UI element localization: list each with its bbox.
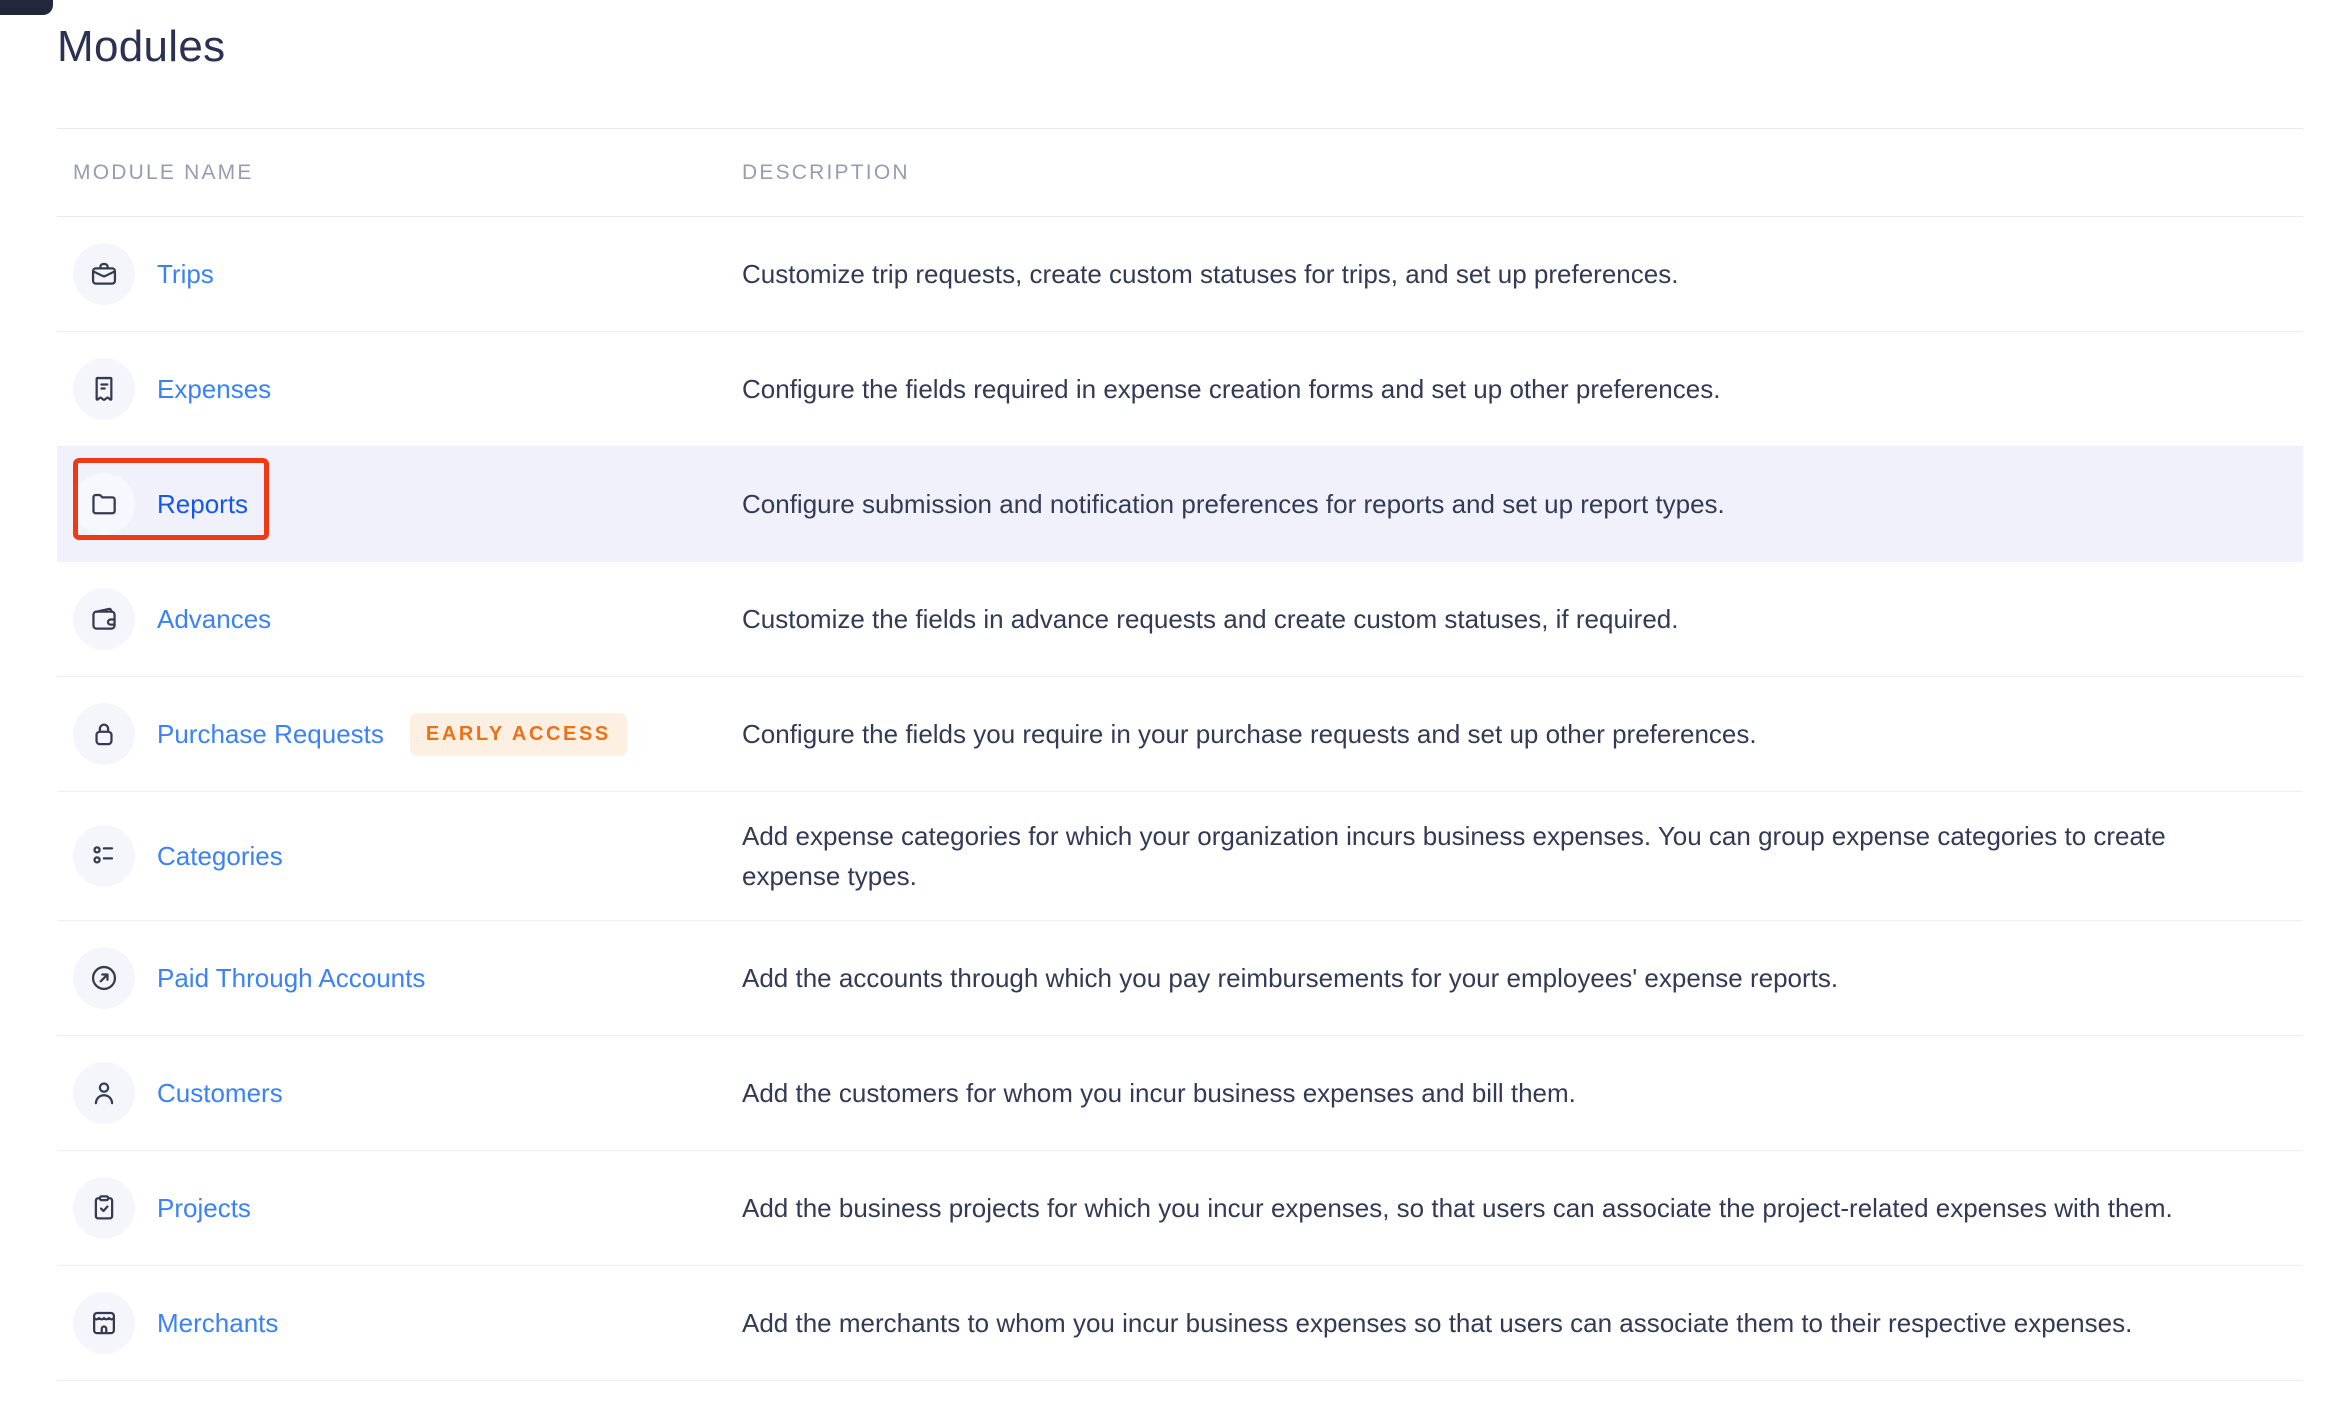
arrow-up-right-circle-icon (73, 947, 135, 1009)
storefront-icon (73, 1292, 135, 1354)
wallet-icon (73, 588, 135, 650)
modules-table (57, 128, 2303, 1381)
module-name-cell (57, 1062, 742, 1124)
module-name-cell (57, 947, 742, 1009)
module-rows (57, 217, 2303, 1381)
module-link-expenses[interactable]: Expenses (157, 373, 272, 404)
module-description: Add expense categories for which your organization incurs business expenses. You can group expense categories to create expense types. (742, 821, 2166, 891)
module-name-cell (57, 243, 742, 305)
table-header-row (57, 129, 2303, 217)
clipboard-check-icon (73, 1177, 135, 1239)
user-icon (73, 1062, 135, 1124)
module-row-merchants (57, 1266, 2303, 1381)
module-description: Configure the fields you require in your purchase requests and set up other preferences. (742, 719, 1757, 749)
module-link-purchase-requests[interactable]: Purchase Requests (157, 718, 384, 749)
module-description: Add the customers for whom you incur business expenses and bill them. (742, 1078, 1576, 1108)
module-row-expenses (57, 332, 2303, 447)
module-link-projects[interactable]: Projects (157, 1192, 251, 1223)
module-name-cell (57, 1177, 742, 1239)
module-description: Customize the fields in advance requests and create custom statuses, if required. (742, 604, 1679, 634)
module-description: Configure submission and notification preferences for reports and set up report types. (742, 489, 1725, 519)
module-name-cell (57, 1292, 742, 1354)
module-description: Add the merchants to whom you incur business expenses so that users can associate them to their respective expenses. (742, 1308, 2133, 1338)
module-link-advances[interactable]: Advances (157, 603, 272, 634)
module-description: Configure the fields required in expense creation forms and set up other preferences. (742, 374, 1721, 404)
lock-icon (73, 703, 135, 765)
module-name-cell (57, 703, 742, 765)
module-link-reports[interactable]: Reports (157, 488, 249, 519)
module-description: Add the business projects for which you incur expenses, so that users can associate the project-related expenses with them. (742, 1193, 2173, 1223)
module-row-customers (57, 1036, 2303, 1151)
module-name-cell (57, 825, 742, 887)
module-link-paid-through-accounts[interactable]: Paid Through Accounts (157, 962, 426, 993)
module-link-categories[interactable]: Categories (157, 840, 283, 871)
briefcase-icon (73, 243, 135, 305)
folder-icon (73, 473, 135, 535)
module-name-cell (57, 588, 742, 650)
module-description: Add the accounts through which you pay reimbursements for your employees' expense reports. (742, 963, 1839, 993)
column-header-module-name: MODULE NAME (73, 160, 254, 184)
module-row-advances (57, 562, 2303, 677)
early-access-badge: EARLY ACCESS (410, 713, 627, 756)
module-link-customers[interactable]: Customers (157, 1077, 283, 1108)
module-row-categories (57, 792, 2303, 921)
cropped-overlay-fragment (0, 0, 53, 15)
receipt-icon (73, 358, 135, 420)
module-link-trips[interactable]: Trips (157, 258, 214, 289)
module-row-purchase-requests (57, 677, 2303, 792)
module-row-trips (57, 217, 2303, 332)
module-name-cell (57, 358, 742, 420)
module-link-merchants[interactable]: Merchants (157, 1307, 279, 1338)
module-row-projects (57, 1151, 2303, 1266)
column-header-description: DESCRIPTION (742, 160, 910, 184)
module-row-paid-through-accounts (57, 921, 2303, 1036)
category-list-icon (73, 825, 135, 887)
page-title: Modules (57, 22, 226, 71)
module-description: Customize trip requests, create custom statuses for trips, and set up preferences. (742, 259, 1679, 289)
module-name-cell (57, 473, 742, 535)
module-row-reports (57, 447, 2303, 562)
